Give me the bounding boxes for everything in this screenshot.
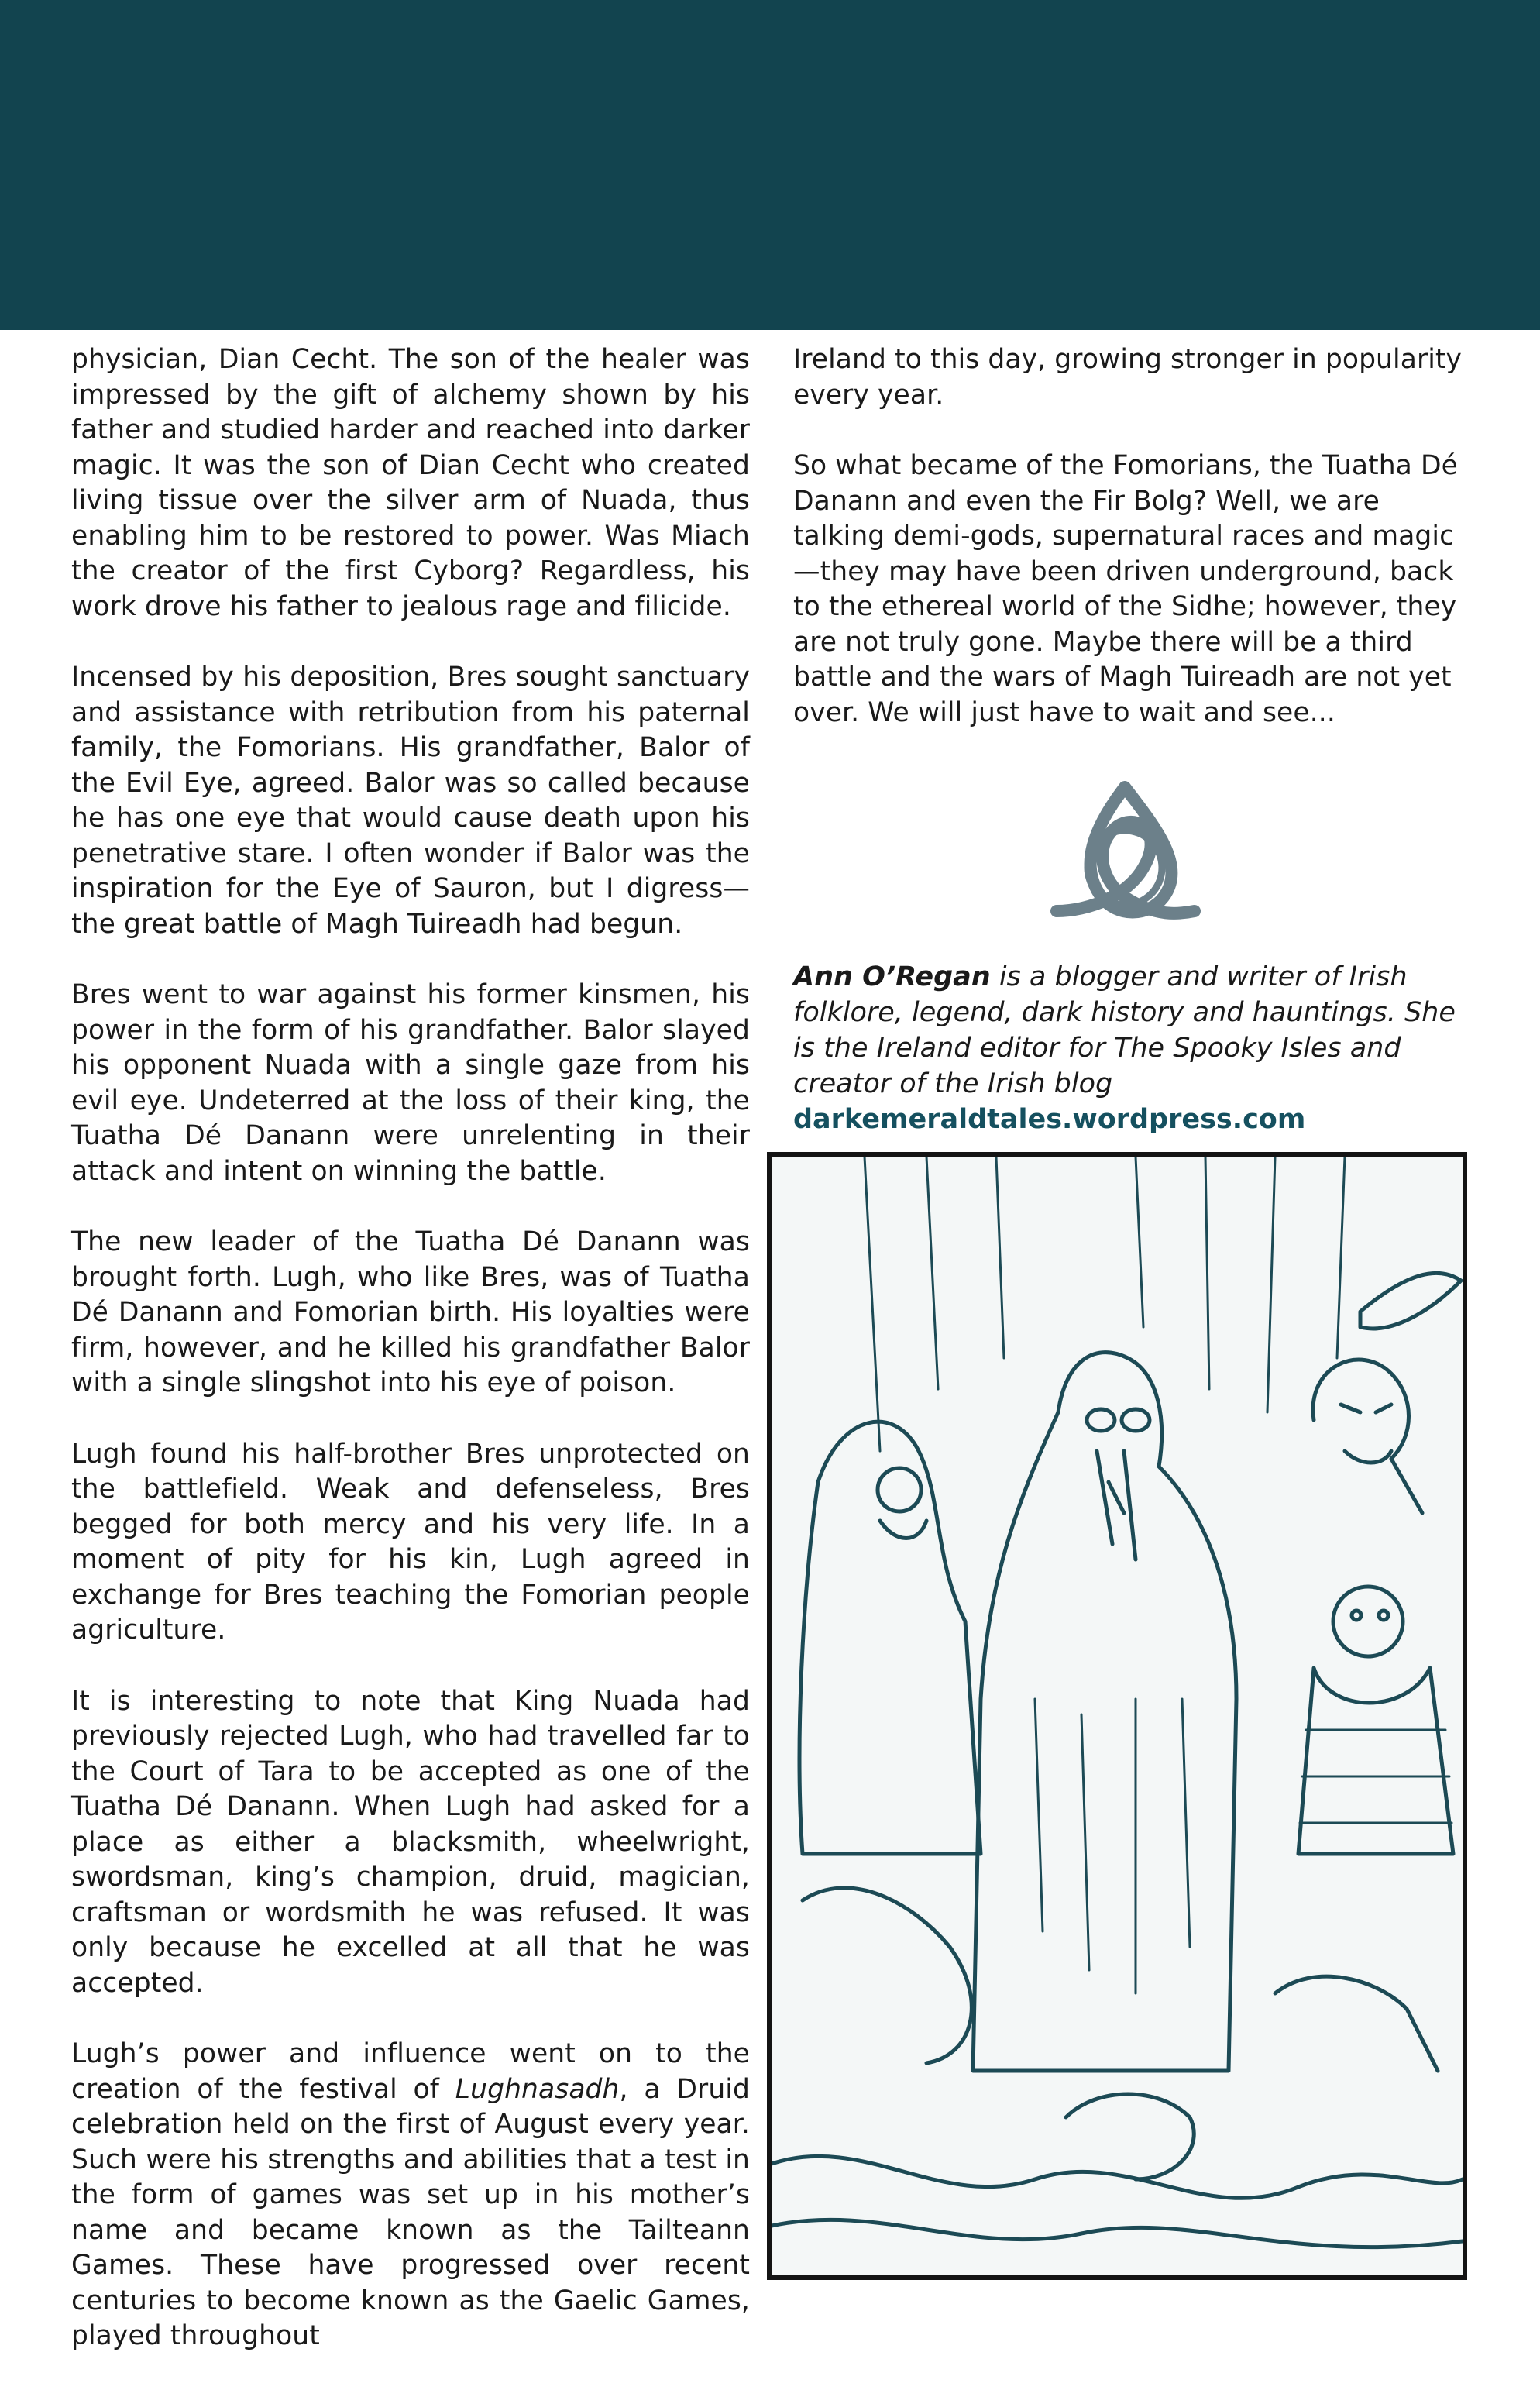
article-paragraph: physician, Dian Cecht. The son of the healer was impressed by the gift of alchemy shown by his father and studied harder and reached into darker magic. It was the son of Dian Cecht who created living tissue over the silver arm of Nuada, thus enabling him to be restored to power. Was Miach the creator of the first Cyborg? Regardless, his work drove his father to jealous rage and filicide. [71,344,750,622]
article-paragraph: It is interesting to note that King Nuada had previously rejected Lugh, who had travelled far to the Court of Tara to be accepted as one of the Tuatha Dé Danann. When Lugh had asked for a place as either a blacksmith, wheelwright, swordsman, king’s champion, druid, magician, craftsman or wordsmith he was refused. It was only because he excelled at all that he was accepted. [71,1685,750,1999]
author-bio-text: is a blogger and writer of Irish folklore, legend, dark history and hauntings. She is the Ireland editor for The Spooky Isles and creator of the Irish blog [793,961,1456,1099]
article-paragraph-last [71,2037,750,2354]
author-name: Ann O’Regan [793,961,991,992]
blog-link[interactable]: darkemeraldtales.wordpress.com [793,1104,1306,1135]
paragraph-text: Lugh’s power and influence went on to the creation of the festival of [71,2038,750,2105]
article-paragraph: So what became of the Fomorians, the Tuatha Dé Danann and even the Fir Bolg? Well, we are talking demi-gods, supernatural races and magic—they may have been driven underground, back to the ethereal world of the Sidhe; however, they are not truly gone. Maybe there will be a third battle and the wars of Magh Tuireadh are not yet over. We will just have to wait and see... [793,450,1458,728]
article-paragraph: The new leader of the Tuatha Dé Danann was brought forth. Lugh, who like Bres, was of Tuatha Dé Danann and Fomorian birth. His loyalties were firm, however, and he killed his grandfather Balor with a single slingshot into his eye of poison. [71,1226,750,1398]
author-bio [793,959,1475,1137]
left-column [71,342,750,2390]
right-column [793,342,1467,766]
robed-figures-illustration [767,1152,1467,2280]
header-band [0,0,1540,330]
article-paragraph: Bres went to war against his former kinsmen, his power in the form of his grandfather. Balor slayed his opponent Nuada with a single gaze from his evil eye. Undeterred at the loss of their king, the Tuatha Dé Danann were unrelenting in their attack and intent on winning the battle. [71,979,750,1187]
article-paragraph: Lugh found his half-brother Bres unprotected on the battlefield. Weak and defenseless, Bres begged for both mercy and his very life. In a moment of pity for his kin, Lugh agreed in exchange for Bres teaching the Fomorian people agriculture. [71,1438,750,1645]
article-paragraph: Ireland to this day, growing stronger in popularity every year. [793,344,1463,411]
triquetra-icon [1047,781,1202,922]
festival-name: Lughnasadh [455,2073,620,2105]
article-paragraph: Incensed by his deposition, Bres sought sanctuary and assistance with retribution from his paternal family, the Fomorians. His grandfather, Balor of the Evil Eye, agreed. Balor was so called because he has one eye that would cause death upon his penetrative stare. I often wonder if Balor was the inspiration for the Eye of Sauron, but I digress—the great battle of Magh Tuireadh had begun. [71,662,750,940]
paragraph-text: , a Druid celebration held on the first of August every year. Such were his strengths and abilities that a test in the form of games was set up in his mother’s name and became known as the Tailteann Games. These have progressed over recent centuries to become known as the Gaelic Games, played throughout [71,2073,750,2351]
